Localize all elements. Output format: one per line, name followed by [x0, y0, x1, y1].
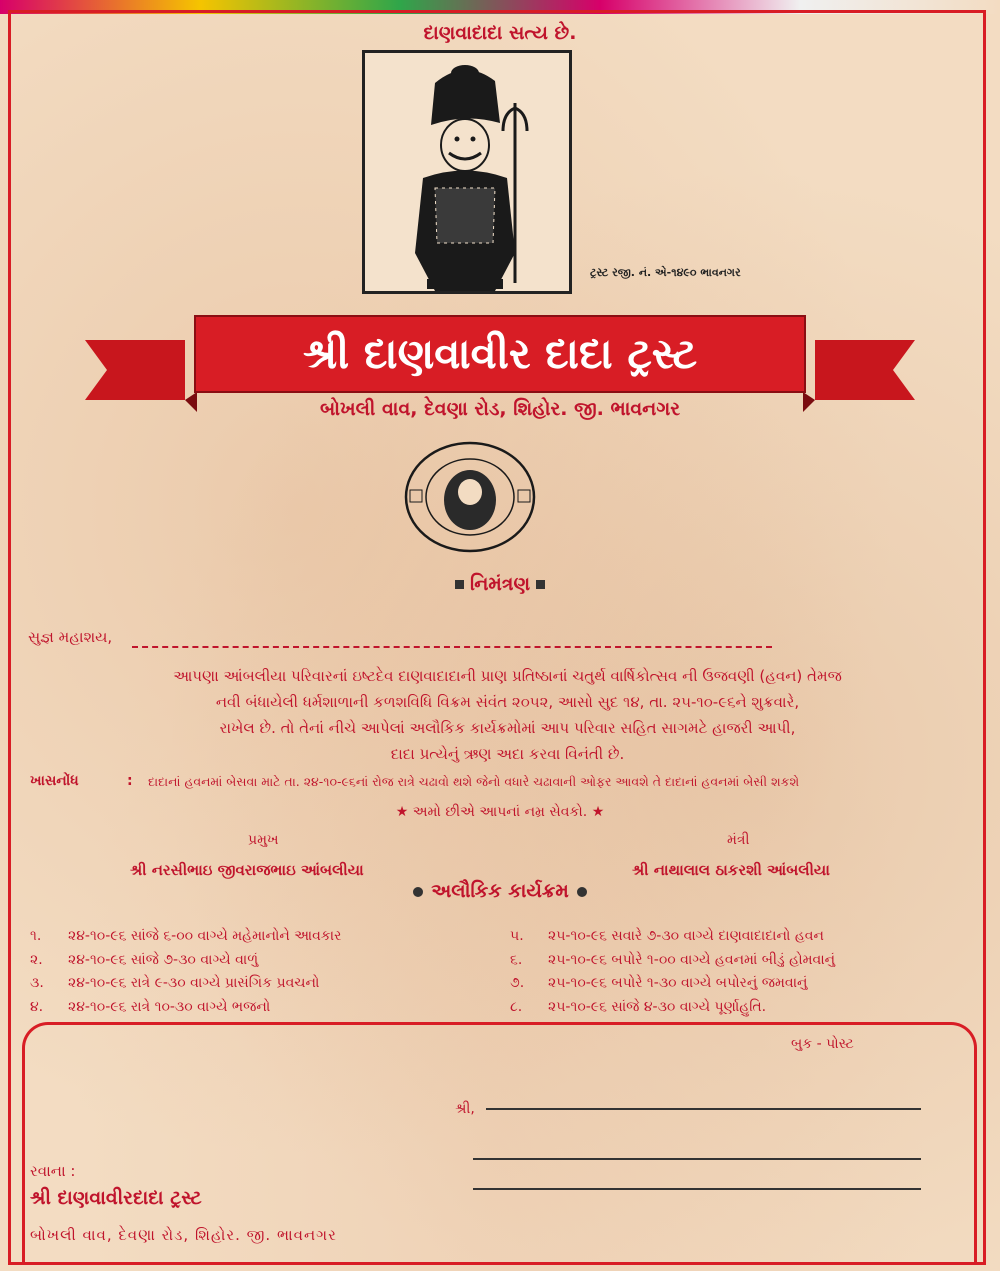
program-item-number: ૩.	[30, 975, 44, 991]
program-title	[0, 880, 1000, 902]
book-post-label: બુક - પોસ્ટ	[791, 1036, 854, 1052]
program-title-text: અલૌકિક કાર્યક્રમ	[431, 880, 569, 902]
humble-servants-line: ★ અમો છીએ આપનાં નમ્ર સેવકો. ★	[395, 804, 605, 820]
sender-address: બોખલી વાવ, દેવણા રોડ, શિહોર. જી. ભાવનગર	[30, 1226, 337, 1244]
recipient-address-line	[486, 1108, 921, 1110]
salutation: સુજ્ઞ મહાશય,	[28, 628, 113, 646]
registration-number: ટ્રસ્ટ રજી. નં. એ-૧૪૯૦ ભાવનગર	[590, 266, 741, 279]
program-item-number: ૮.	[510, 998, 523, 1015]
recipient-address-line	[473, 1158, 921, 1160]
deity-portrait-image	[362, 50, 572, 294]
program-list-right	[510, 925, 970, 1019]
square-bullet-icon	[455, 580, 464, 589]
recipient-address-line	[473, 1188, 921, 1190]
special-note-text: દાદાનાં હવનમાં બેસવા માટે તા. ૨૪-૧૦-૯૬નાં રોજ રાત્રે ચઢાવો થશે જેનો વધારે ચઢાવાની ઓફર આવશે તે દાદાનાં હવનમાં બેસી શકશે	[148, 774, 800, 789]
program-item	[30, 925, 470, 949]
sender-label: રવાના :	[30, 1162, 76, 1180]
program-item	[510, 996, 970, 1020]
dot-bullet-icon	[413, 887, 423, 897]
president-label: પ્રમુખ	[248, 832, 279, 848]
trust-name-title: શ્રી દાણવાવીર દાદા ટ્રસ્ટ	[302, 329, 698, 378]
program-item-text: ૨૪-૧૦-૯૬ રાત્રે ૧૦-૩૦ વાગ્યે ભજનો	[68, 998, 271, 1015]
special-note-colon: :	[127, 773, 133, 789]
program-item-number: ૬.	[510, 951, 523, 968]
president-name: શ્રી નરસીભાઇ જીવરાજભાઇ આંબલીયા	[130, 861, 364, 879]
program-item	[30, 996, 470, 1020]
program-item-text: ૨૫-૧૦-૯૬ બપોરે ૧-૩૦ વાગ્યે બપોરનું જમવાનું	[548, 975, 808, 991]
sender-name: શ્રી દાણવાવીરદાદા ટ્રસ્ટ	[30, 1187, 202, 1209]
program-item-number: ૧.	[30, 928, 42, 944]
header-tagline: દાણવાદાદા સત્ય છે.	[423, 22, 577, 44]
program-item-text: ૨૪-૧૦-૯૬ રાત્રે ૯-૩૦ વાગ્યે પ્રાસંગિક પ્રવચનો	[68, 975, 320, 991]
program-item-text: ૨૪-૧૦-૯૬ સાંજે ૭-૩૦ વાગ્યે વાળું	[68, 951, 259, 968]
recipient-name-dashed-line	[132, 646, 772, 648]
program-item-text: ૨૪-૧૦-૯૬ સાંજે ૬-૦૦ વાગ્યે મહેમાનોને આવકાર	[68, 928, 342, 944]
program-item	[510, 949, 970, 973]
dot-bullet-icon	[577, 887, 587, 897]
paragraph-line: આપણા આંબલીયા પરિવારનાં ઇષ્ટદેવ દાણવાદાદાની પ્રાણ પ્રતિષ્ઠાનાં ચતુર્થ વાર્ષિકોત્સવ ની ઉજવણી (હવન) તેમજ	[173, 667, 842, 685]
program-item	[510, 972, 970, 996]
program-item	[510, 925, 970, 949]
program-item	[30, 949, 470, 973]
square-bullet-icon	[536, 580, 545, 589]
trust-address: બોખલી વાવ, દેવણા રોડ, શિહોર. જી. ભાવનગર	[319, 398, 681, 420]
program-item-number: ૪.	[30, 998, 44, 1015]
paragraph-line: રાખેલ છે. તો તેનાં નીચે આપેલાં અલૌકિક કાર્યક્રમોમાં આપ પરિવાર સહિત સાગમટે હાજરી આપી,	[219, 719, 796, 737]
invitation-title	[0, 573, 1000, 595]
program-item-text: ૨૫-૧૦-૯૬ સાંજે ૪-૩૦ વાગ્યે પૂર્ણાહુતિ.	[548, 998, 767, 1015]
program-item-text: ૨૫-૧૦-૯૬ સવારે ૭-૩૦ વાગ્યે દાણવાદાદાનો હવન	[548, 928, 824, 944]
paragraph-line: દાદા પ્રત્યેનું ઋણ અદા કરવા વિનંતી છે.	[390, 745, 625, 763]
program-list-left	[30, 925, 470, 1019]
secretary-label: મંત્રી	[727, 832, 750, 848]
program-item-text: ૨૫-૧૦-૯૬ બપોરે ૧-૦૦ વાગ્યે હવનમાં બીડું હોમવાનું	[548, 951, 836, 968]
paragraph-line: નવી બંધાયેલી ધર્મશાળાની કળશવિધિ વિક્રમ સંવંત ૨૦૫૨, આસો સુદ ૧૪, તા. ૨૫-૧૦-૯૬ને શુક્રવારે,	[215, 693, 800, 711]
invitation-paragraph	[90, 663, 925, 767]
program-item-number: ૭.	[510, 975, 525, 991]
program-item-number: ૨.	[30, 951, 43, 968]
recipient-prefix: શ્રી,	[455, 1101, 475, 1117]
program-item	[30, 972, 470, 996]
deity-figure-icon	[365, 53, 569, 291]
program-item-number: ૫.	[510, 928, 524, 944]
special-note-label: ખાસનોંધ	[30, 773, 79, 789]
invitation-title-text: નિમંત્રણ	[469, 573, 531, 595]
trust-seal-icon	[402, 440, 538, 555]
secretary-name: શ્રી નાથાલાલ ઠાકરશી આંબલીયા	[632, 861, 830, 879]
